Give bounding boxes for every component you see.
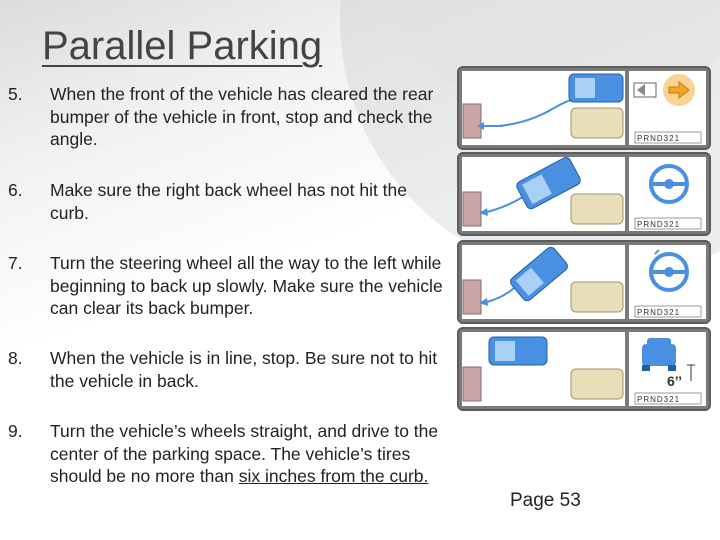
step-text: Make sure the right back wheel has not hit the curb. bbox=[50, 180, 408, 223]
step-number: 7. bbox=[8, 253, 23, 273]
step-number: 8. bbox=[8, 348, 23, 368]
parked-car-rear bbox=[463, 104, 481, 138]
step-text: When the vehicle is in line, stop. Be sure not to hit the vehicle in back. bbox=[50, 348, 438, 391]
step-text: When the front of the vehicle has cleared the rear bumper of the vehicle in front, stop and check the angle. bbox=[50, 84, 434, 149]
gear-indicator: PRND321 bbox=[637, 395, 681, 404]
step-text: Turn the vehicle’s wheels straight, and drive to the center of the parking space. The vehicle’s tires should be no more than six inches from the curb. bbox=[50, 421, 439, 486]
diagram-panel-turn-wheel bbox=[457, 240, 711, 324]
diagram-panel-check-angle bbox=[457, 66, 711, 150]
diagram-panel-back-wheel bbox=[457, 152, 711, 236]
step-number: 5. bbox=[8, 84, 23, 104]
step-number: 9. bbox=[8, 421, 23, 441]
gear-indicator: PRND321 bbox=[637, 308, 681, 317]
gear-indicator: PRND321 bbox=[637, 134, 681, 143]
distance-label: 6’’ bbox=[667, 373, 683, 389]
tan-car bbox=[571, 108, 623, 138]
page-number: Page 53 bbox=[510, 490, 581, 511]
step-number: 6. bbox=[8, 180, 23, 200]
underlined-distance: six inches from the curb. bbox=[238, 466, 429, 486]
diagram-panel-in-line bbox=[457, 327, 711, 411]
step-text: Turn the steering wheel all the way to the left while beginning to back up slowly. Make sure the vehicle can clear its back bumper. bbox=[50, 253, 443, 318]
page-title: Parallel Parking bbox=[42, 24, 323, 68]
gear-indicator: PRND321 bbox=[637, 220, 681, 229]
